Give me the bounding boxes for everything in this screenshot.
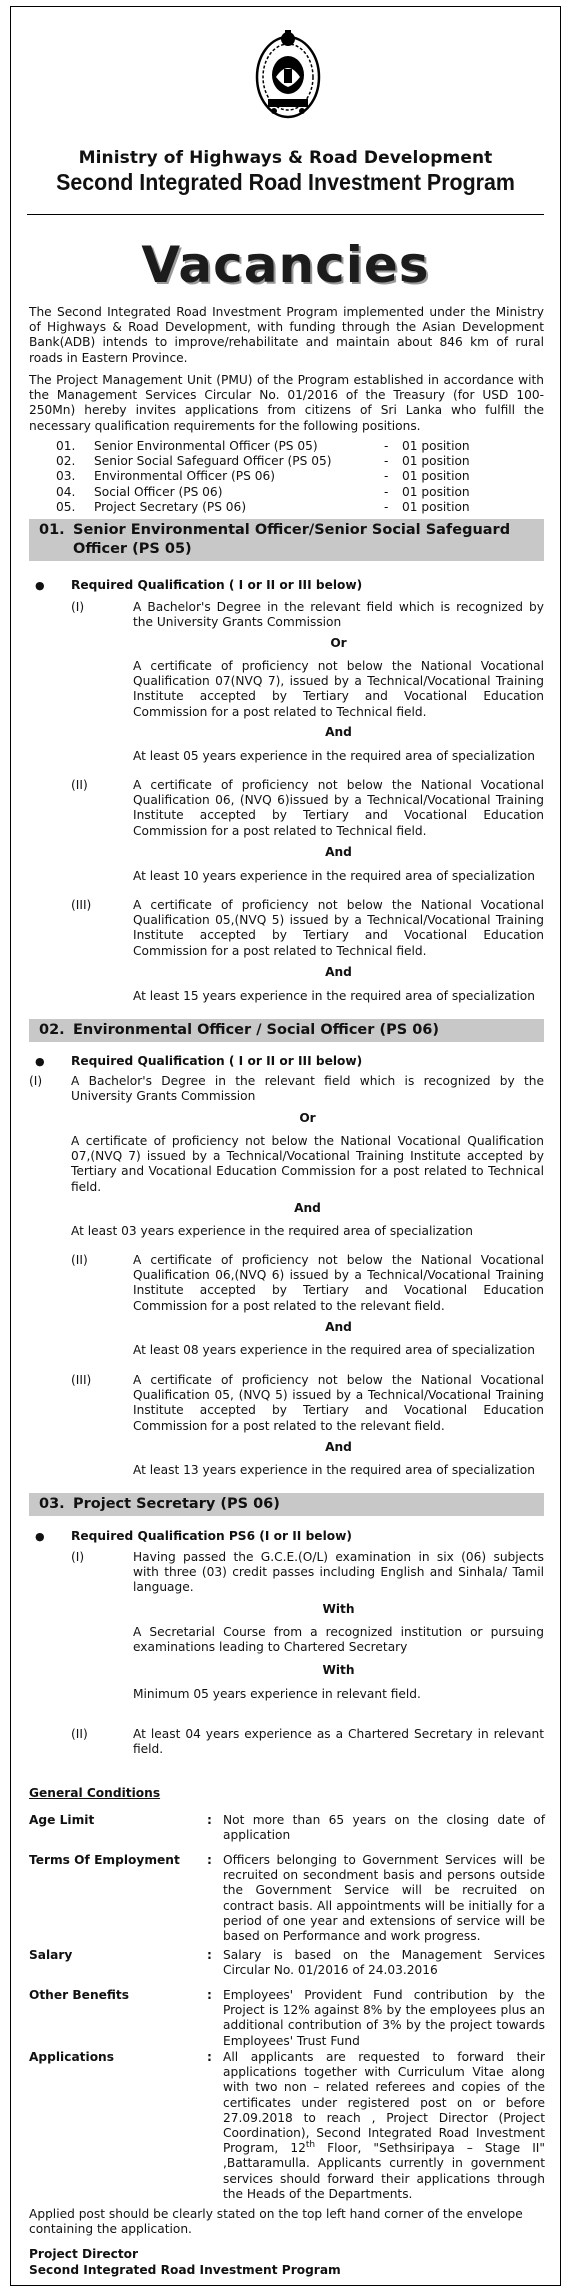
- page-title: Vacancies: [141, 236, 430, 294]
- salary-text: Salary is based on the Management Services Circular No. 01/2016 of 24.03.2016: [223, 1948, 545, 1978]
- terms-label: Terms Of Employment: [29, 1853, 180, 1867]
- applications-label: Applications: [29, 2050, 114, 2064]
- qualification-text: A certificate of proficiency not below the National Vocational Qualification 05, (NVQ 5) issued by a Technical/Vocational Training Institute accepted by Tertiary and Vocational Education Commission for a post related to the relevant field.: [133, 1373, 544, 1433]
- age-limit-label: Age Limit: [29, 1813, 95, 1827]
- other-benefits-label: Other Benefits: [29, 1988, 129, 2002]
- intro-paragraph-1: The Second Integrated Road Investment Program implemented under the Ministry of Highways & Road Development, with funding through the Asian Development Bank(ADB) intends to improve/rehabilitate and maintain about 846 km of rural roads in Eastern Province.: [29, 305, 544, 365]
- experience-text: At least 15 years experience in the required area of specialization: [133, 989, 535, 1003]
- list-item: 03. Environmental Officer (PS 06) - 01 position: [56, 469, 470, 484]
- roman-numeral: (III): [71, 1373, 92, 1387]
- with-label: With: [322, 1602, 355, 1616]
- roman-numeral: (II): [71, 1727, 88, 1741]
- roman-numeral: (II): [71, 1253, 88, 1267]
- experience-text: At least 13 years experience in the required area of specialization: [133, 1463, 535, 1477]
- experience-text: At least 10 years experience in the required area of specialization: [133, 869, 535, 883]
- signatory-organization: Second Integrated Road Investment Program: [29, 2263, 341, 2277]
- qualification-text: A certificate of proficiency not below the National Vocational Qualification 07(NVQ 7), issued by a Technical/Vocational Training Institute accepted by Tertiary and Vocational Education Commission for a post related to Technical field.: [133, 659, 544, 719]
- section-1-header: 01. Senior Environmental Officer/Senior Social Safeguard Officer (PS 05): [29, 519, 544, 561]
- qualification-text: A certificate of proficiency not below the National Vocational Qualification 06,(NVQ 6) issued by a Technical/Vocational Training Institute accepted by Tertiary and Vocational Education Commission for a post related to the relevant field.: [133, 1253, 544, 1313]
- roman-numeral: (I): [71, 600, 85, 614]
- list-item: 02. Senior Social Safeguard Officer (PS 05) - 01 position: [56, 454, 470, 469]
- qualification-text: A Bachelor's Degree in the relevant field which is recognized by the University Grants Commission: [133, 600, 544, 630]
- age-limit-text: Not more than 65 years on the closing date of application: [223, 1813, 545, 1843]
- signatory-title: Project Director: [29, 2247, 139, 2261]
- and-label: And: [325, 845, 352, 859]
- salary-label: Salary: [29, 1948, 73, 1962]
- qualification-text: A certificate of proficiency not below the National Vocational Qualification 06, (NVQ 6)issued by a Technical/Vocational Training Institute accepted by Tertiary and Vocational Education Commission for a post related to Technical field.: [133, 778, 544, 838]
- program-name: Second Integrated Road Investment Program: [56, 169, 515, 195]
- qualification-text: A Secretarial Course from a recognized institution or pursuing examinations leading to Chartered Secretary: [133, 1625, 544, 1655]
- other-benefits-text: Employees' Provident Fund contribution by the Project is 12% against 8% by the employees plus an additional contribution of 3% by the project towards Employees' Trust Fund: [223, 1988, 545, 2048]
- ministry-name: Ministry of Highways & Road Development: [78, 148, 493, 168]
- and-label: And: [325, 725, 352, 739]
- section-2-header: 02. Environmental Officer / Social Officer (PS 06): [29, 1019, 544, 1042]
- list-item: 05. Project Secretary (PS 06) - 01 position: [56, 499, 470, 514]
- experience-text: At least 03 years experience in the required area of specialization: [71, 1224, 473, 1238]
- list-item: 04. Social Officer (PS 06) - 01 position: [56, 484, 470, 499]
- section-1-requirement: ● Required Qualification ( I or II or III below): [71, 578, 362, 593]
- roman-numeral: (I): [71, 1550, 85, 1564]
- terms-text: Officers belonging to Government Services will be recruited on secondment basis and persons outside the Government Service will be recruited on contract basis. All appointments will be initially for a period of one year and extensions of service will be based on Performance and work progress.: [223, 1853, 545, 1944]
- or-label: Or: [330, 636, 347, 650]
- sri-lanka-emblem-icon: [254, 29, 322, 121]
- applications-text: All applicants are requested to forward their applications together with Curriculum Vitae along with two non – related referees and copies of the certificates under registered post on or before 27.09.2018 to reach , Project Director (Project Coordination), Second Integrated Road Investment Program, 12th Floor, "Sethsiripaya – Stage II" ,Battaramulla. Applicants currently in government services should forward their applications through the Heads of the Departments.: [223, 2050, 545, 2201]
- roman-numeral: (II): [71, 778, 88, 792]
- experience-text: At least 05 years experience in the required area of specialization: [133, 749, 535, 763]
- and-label: And: [325, 1320, 352, 1334]
- qualification-text: Having passed the G.C.E.(O/L) examination in six (06) subjects with three (03) credit passes including English and Sinhala/ Tamil language.: [133, 1550, 544, 1595]
- qualification-text: At least 04 years experience as a Chartered Secretary in relevant field.: [133, 1727, 544, 1757]
- qualification-text: A certificate of proficiency not below the National Vocational Qualification 07,(NVQ 7) issued by a Technical/Vocational Training Institute accepted by Tertiary and Vocational Education Commission for a post related to Technical field.: [71, 1134, 544, 1194]
- experience-text: Minimum 05 years experience in relevant field.: [133, 1687, 421, 1701]
- and-label: And: [294, 1201, 321, 1215]
- general-conditions-title: General Conditions: [29, 1786, 161, 1800]
- list-item: 01. Senior Environmental Officer (PS 05) - 01 position: [56, 439, 470, 453]
- qualification-text: A Bachelor's Degree in the relevant field which is recognized by the University Grants Commission: [71, 1074, 544, 1104]
- or-label: Or: [299, 1111, 316, 1125]
- roman-numeral: (III): [71, 898, 92, 912]
- vacancy-advertisement: Ministry of Highways & Road Development Second Integrated Road Investment Program Vacancies The Second Integrated Road Investment Program implemented under the Ministry of Highways & Road Development, with funding through the Asian Development Bank(ADB) intends to improve/rehabilitate and maintain about 846 km of rural roads in Eastern Province. The Project Management Unit (PMU) of the Program established in accordance with the Management Services Circular No. 01/2016 of the Treasury (for USD 100-250Mn) hereby invites applications from citizens of Sri Lanka who fulfill the necessary qualification requirements for the following positions. 01. Senior Environmental Officer (PS 05) - 01 position 02. Senior Social Safeguard Officer (PS 05) - 01 position 03. Environmental Officer (PS 06) - 01 position 04. Social Officer (PS 06) - 01 position 05. Project Secretary (PS 06) - 01 position 01. Senior Environmental Officer/Senior Social Safeguard Officer (PS 05) ● Required Qualification ( I or II or III below) (I) A Bachelor's Degree in the relevant field which is recognized by the University Grants Commission Or A certificate of proficiency not below the National Vocational Qualification 07(NVQ 7), issued by a Technical/Vocational Training Institute accepted by Tertiary and Vocational Education Commission for a post related to Technical field. And At least 05 years experience in the required area of specialization (II) A certificate of proficiency not below the National Vocational Qualification 06, (NVQ 6)issued by a Technical/Vocational Training Institute accepted by Tertiary and Vocational Education Commission for a post related to Technical field. And At least 10 years experience in the required area of specialization (III) A certificate of proficiency not below the National Vocational Qualification 05,(NVQ 5) issued by a Technical/Vocational Training Institute accepted by Tertiary and Vocational Education Commission for a post related to Technical field. And At least 15 years experience in the required area of specialization 02. Environmental Officer / Social Officer (PS 06) ● Required Qualification ( I or II or III below) (I) A Bachelor's Degree in the relevant field which is recognized by the University Grants Commission Or A certificate of proficiency not below the National Vocational Qualification 07,(NVQ 7) issued by a Technical/Vocational Training Institute accepted by Tertiary and Vocational Education Commission for a post related to Technical field. And At least 03 years experience in the required area of specialization (II) A certificate of proficiency not below the National Vocational Qualification 06,(NVQ 6) issued by a Technical/Vocational Training Institute accepted by Tertiary and Vocational Education Commission for a post related to the relevant field. And At least 08 years experience in the required area of specialization (III) A certificate of proficiency not below the National Vocational Qualification 05, (NVQ 5) issued by a Technical/Vocational Training Institute accepted by Tertiary and Vocational Education Commission for a post related to the relevant field. And At least 13 years experience in the required area of specialization 03. Project Secretary (PS 06) ● Required Qualification PS6 (I or II below) (I) Having passed the G.C.E.(O/L) examination in six (06) subjects with three (03) credit passes including English and Sinhala/ Tamil language. With A Secretarial Course from a recognized institution or pursuing examinations leading to Chartered Secretary With Minimum 05 years experience in relevant field. (II) At least 04 years experience as a Chartered Secretary in relevant field. General Conditions Age Limit : Not more than 65 years on the closing date of application Terms Of Employment : Officers belonging to Government Services will be recruited on secondment basis and persons outside the Government Service will be recruited on contract basis. All appointments will be initially for a period of one year and extensions of service will be based on Performance and work progress. Salary : Salary is based on the Management Services Circular No. 01/2016 of 24.03.2016 Other Benefits : Employees' Provident Fund contribution by the Project is 12% against 8% by the employees plus an additional contribution of 3% by the project towards Employees' Trust Fund Applications : All applicants are requested to forward their applications together with Curriculum Vitae along with two non – related referees and copies of the certificates under registered post on or before 27.09.2018 to reach , Project Director (Project Coordination), Second Integrated Road Investment Program, 12th Floor, "Sethsiripaya – Stage II" ,Battaramulla. Applicants currently in government services should forward their applications through the Heads of the Departments. Applied post should be clearly stated on the top left hand corner of the envelope containing the application. Project Director Second Integrated Road Investment Program: [10, 6, 561, 2286]
- experience-text: At least 08 years experience in the required area of specialization: [133, 1343, 535, 1357]
- with-label: With: [322, 1663, 355, 1677]
- envelope-note: Applied post should be clearly stated on the top left hand corner of the envelope containing the application.: [29, 2207, 523, 2237]
- qualification-text: A certificate of proficiency not below the National Vocational Qualification 05,(NVQ 5) issued by a Technical/Vocational Training Institute accepted by Tertiary and Vocational Education Commission for a post related to Technical field.: [133, 898, 544, 958]
- section-3-header: 03. Project Secretary (PS 06): [29, 1493, 544, 1516]
- and-label: And: [325, 965, 352, 979]
- intro-paragraph-2: The Project Management Unit (PMU) of the Program established in accordance with the Management Services Circular No. 01/2016 of the Treasury (for USD 100-250Mn) hereby invites applications from citizens of Sri Lanka who fulfill the necessary qualification requirements for the following positions.: [29, 373, 544, 433]
- section-3-requirement: ● Required Qualification PS6 (I or II below): [71, 1529, 352, 1544]
- positions-list: [56, 439, 496, 515]
- section-2-requirement: ● Required Qualification ( I or II or III below): [71, 1054, 362, 1069]
- and-label: And: [325, 1440, 352, 1454]
- header-divider: [27, 214, 544, 215]
- roman-numeral: (I): [29, 1074, 43, 1088]
